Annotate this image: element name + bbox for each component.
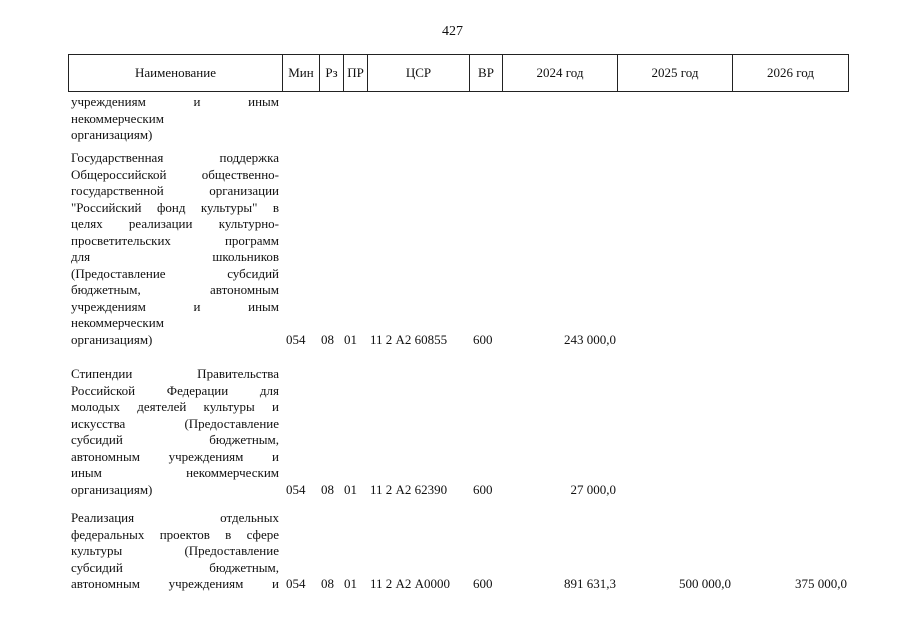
row-y2025-cell: 500 000,0 bbox=[679, 576, 731, 591]
row-y2024-cell: 891 631,3 bbox=[564, 576, 616, 591]
row-name-line: некоммерческим bbox=[71, 315, 164, 330]
row-csr-cell: 11 2 А2 62390 bbox=[370, 481, 448, 497]
row-name-line: культуры (Предоставление bbox=[71, 543, 279, 558]
row-name-line: организациям) bbox=[71, 127, 153, 142]
row-y2026-cell: 375 000,0 bbox=[795, 576, 847, 591]
header-csr: ЦСР bbox=[368, 55, 470, 92]
row-pr-cell: 01 bbox=[344, 331, 357, 347]
row-name-line: автономным учреждениям и bbox=[71, 576, 279, 591]
row-min-cell: 054 bbox=[286, 331, 306, 347]
page-number: 427 bbox=[442, 24, 463, 39]
row-vr-cell: 600 bbox=[473, 331, 493, 347]
header-2026: 2026 год bbox=[733, 55, 849, 92]
row-y2024-cell: 243 000,0 bbox=[564, 331, 616, 347]
row-csr-cell: 11 2 А2 А0000 bbox=[370, 576, 451, 591]
row-name-line: целях реализации культурно- bbox=[71, 216, 279, 231]
row-name-line: субсидий бюджетным, bbox=[71, 432, 279, 447]
row-name-line: организациям) bbox=[71, 481, 153, 497]
row-rz-cell: 08 bbox=[321, 331, 334, 347]
header-pr: ПР bbox=[344, 55, 368, 92]
row-name-line: автономным учреждениям и bbox=[71, 448, 279, 464]
row-name-line: (Предоставление субсидий bbox=[71, 265, 279, 281]
row-name-line: просветительских программ bbox=[71, 232, 279, 248]
row-name-line: государственной организации bbox=[71, 183, 279, 198]
row-name-line: Общероссийской общественно- bbox=[71, 166, 279, 182]
row-pr-cell: 01 bbox=[344, 481, 357, 497]
header-name: Наименование bbox=[69, 55, 283, 92]
row-y2024-cell: 27 000,0 bbox=[570, 481, 616, 497]
table-header bbox=[68, 54, 849, 92]
row-name-line: бюджетным, автономным bbox=[71, 282, 279, 297]
row-name bbox=[71, 510, 279, 593]
row-name-line: Реализация отдельных bbox=[71, 510, 279, 525]
row-name-line: Стипендии Правительства bbox=[71, 366, 279, 381]
row-name bbox=[71, 94, 279, 144]
row-name-line: организациям) bbox=[71, 331, 153, 347]
row-vr-cell: 600 bbox=[473, 576, 493, 591]
row-min-cell: 054 bbox=[286, 576, 306, 591]
row-csr-cell: 11 2 А2 60855 bbox=[370, 331, 448, 347]
row-name-line: для школьников bbox=[71, 249, 279, 264]
row-name-line: субсидий бюджетным, bbox=[71, 559, 279, 575]
header-2025: 2025 год bbox=[618, 55, 733, 92]
header-2024: 2024 год bbox=[503, 55, 618, 92]
row-name-line: искусства (Предоставление bbox=[71, 415, 279, 431]
row-pr-cell: 01 bbox=[344, 576, 357, 591]
row-min-cell: 054 bbox=[286, 481, 306, 497]
row-name-line: Российской Федерации для bbox=[71, 382, 279, 398]
row-name bbox=[71, 366, 279, 498]
row-name-line: некоммерческим bbox=[71, 110, 164, 126]
row-name-line: молодых деятелей культуры и bbox=[71, 399, 279, 414]
row-rz-cell: 08 bbox=[321, 481, 334, 497]
row-name-line: "Российский фонд культуры" в bbox=[71, 199, 279, 215]
row-name-line: Государственная поддержка bbox=[71, 150, 279, 165]
header-vr: ВР bbox=[470, 55, 503, 92]
row-vr-cell: 600 bbox=[473, 481, 493, 497]
header-rz: Рз bbox=[320, 55, 344, 92]
row-name-line: учреждениям и иным bbox=[71, 298, 279, 314]
row-name bbox=[71, 150, 279, 348]
row-name-line: иным некоммерческим bbox=[71, 465, 279, 480]
header-min: Мин bbox=[283, 55, 320, 92]
row-name-line: федеральных проектов в сфере bbox=[71, 526, 279, 542]
row-rz-cell: 08 bbox=[321, 576, 334, 591]
row-name-line: учреждениям и иным bbox=[71, 94, 279, 109]
